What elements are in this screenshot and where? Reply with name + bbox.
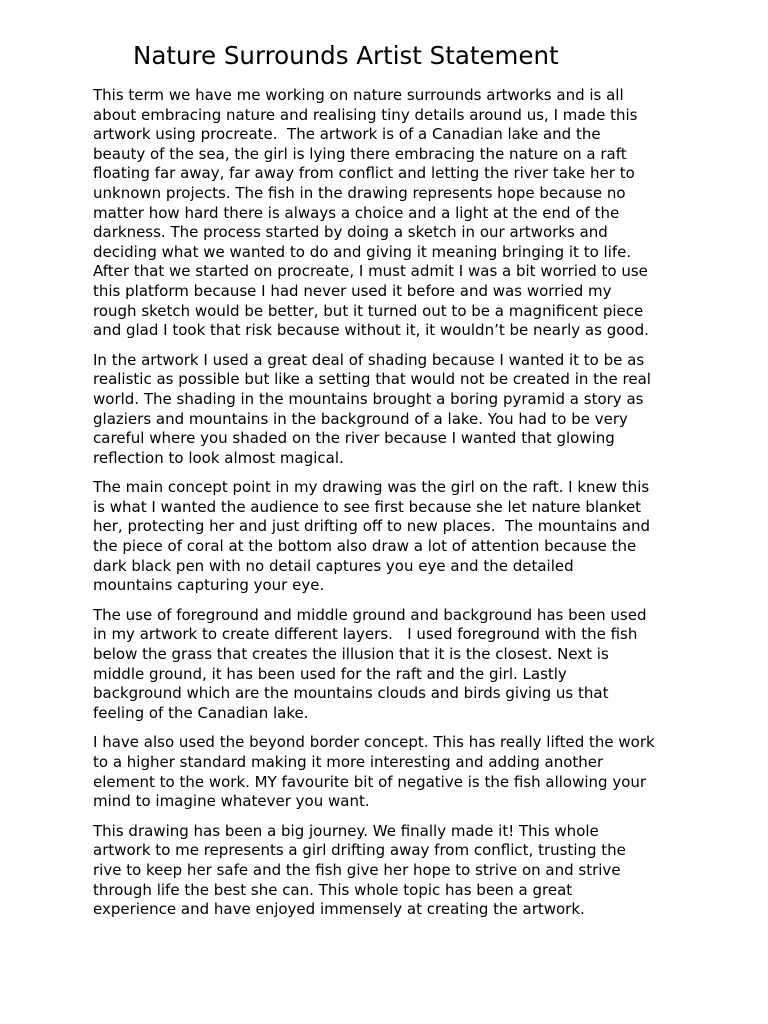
paragraph-line: in my artwork to create different layers. I used foreground with the fish (93, 625, 638, 644)
paragraph (93, 86, 683, 341)
paragraph-line: the piece of coral at the bottom also draw a lot of attention because the (93, 537, 637, 556)
paragraph-line: element to the work. MY favourite bit of negative is the fish allowing your (93, 772, 647, 791)
paragraph-line: deciding what we wanted to do and giving it meaning bringing it to life. (93, 242, 632, 261)
paragraph-line: about embracing nature and realising tiny details around us, I made this (93, 105, 638, 124)
paragraph (93, 478, 683, 596)
paragraph-line: below the grass that creates the illusion that it is the closest. Next is (93, 645, 609, 664)
paragraph-line: mountains capturing your eye. (93, 576, 325, 595)
paragraph-line: rive to keep her safe and the fish give her hope to strive on and strive (93, 860, 621, 879)
paragraph-line: experience and have enjoyed immensely at creating the artwork. (93, 900, 585, 919)
paragraph (93, 606, 683, 724)
paragraph-line: unknown projects. The fish in the drawing represents hope because no (93, 183, 626, 202)
paragraph-line: artwork to me represents a girl drifting away from conflict, trusting the (93, 841, 626, 860)
paragraph-line: to a higher standard making it more interesting and adding another (93, 753, 604, 771)
paragraph-line: darkness. The process started by doing a sketch in our artworks and (93, 223, 608, 242)
paragraph-line: The main concept point in my drawing was the girl on the raft. I knew this (93, 478, 650, 497)
paragraph-line: matter how hard there is always a choice and a light at the end of the (93, 203, 620, 222)
paragraph-line: realistic as possible but like a setting that would not be created in the real (93, 370, 651, 389)
paragraph-line: world. The shading in the mountains brought a boring pyramid a story as (93, 389, 644, 408)
paragraph-line: After that we started on procreate, I must admit I was a bit worried to use (93, 262, 648, 281)
paragraph (93, 733, 683, 811)
paragraph-line: middle ground, it has been used for the raft and the girl. Lastly (93, 664, 567, 683)
paragraph-line: floating far away, far away from conflict and letting the river take her to (93, 164, 635, 183)
paragraph-line: beauty of the sea, the girl is lying there embracing the nature on a raft (93, 144, 627, 163)
paragraph (93, 351, 683, 469)
paragraph-line: artwork using procreate. The artwork is of a Canadian lake and the (93, 125, 601, 144)
paragraph-line: dark black pen with no detail captures you eye and the detailed (93, 556, 574, 575)
paragraph-line: reflection to look almost magical. (93, 448, 344, 467)
paragraph-line: careful where you shaded on the river because I wanted that glowing (93, 429, 615, 448)
paragraph-line: This term we have me working on nature surrounds artworks and is all (93, 86, 624, 104)
paragraph-line: feeling of the Canadian lake. (93, 703, 309, 722)
document-body (93, 86, 683, 930)
paragraph (93, 822, 683, 920)
paragraph-line: and glad I took that risk because without it, it wouldn’t be nearly as good. (93, 321, 649, 340)
paragraph-line: through life the best she can. This whole topic has been a great (93, 880, 573, 899)
paragraph-line: The use of foreground and middle ground and background has been used (93, 605, 647, 624)
paragraph-line: is what I wanted the audience to see first because she let nature blanket (93, 497, 642, 516)
paragraph-line: In the artwork I used a great deal of shading because I wanted it to be as (93, 350, 645, 369)
paragraph-line: I have also used the beyond border concept. This has really lifted the work (93, 733, 655, 752)
paragraph-line: her, protecting her and just drifting off to new places. The mountains and (93, 517, 651, 536)
paragraph-line: rough sketch would be better, but it turned out to be a magnificent piece (93, 301, 644, 320)
paragraph-line: this platform because I had never used it before and was worried my (93, 281, 612, 300)
paragraph-line: glaziers and mountains in the background of a lake. You had to be very (93, 409, 628, 428)
paragraph-line: background which are the mountains clouds and birds giving us that (93, 684, 609, 703)
paragraph-line: mind to imagine whatever you want. (93, 792, 370, 811)
document-title: Nature Surrounds Artist Statement (133, 41, 559, 70)
paragraph-line: This drawing has been a big journey. We finally made it! This whole (93, 821, 599, 840)
